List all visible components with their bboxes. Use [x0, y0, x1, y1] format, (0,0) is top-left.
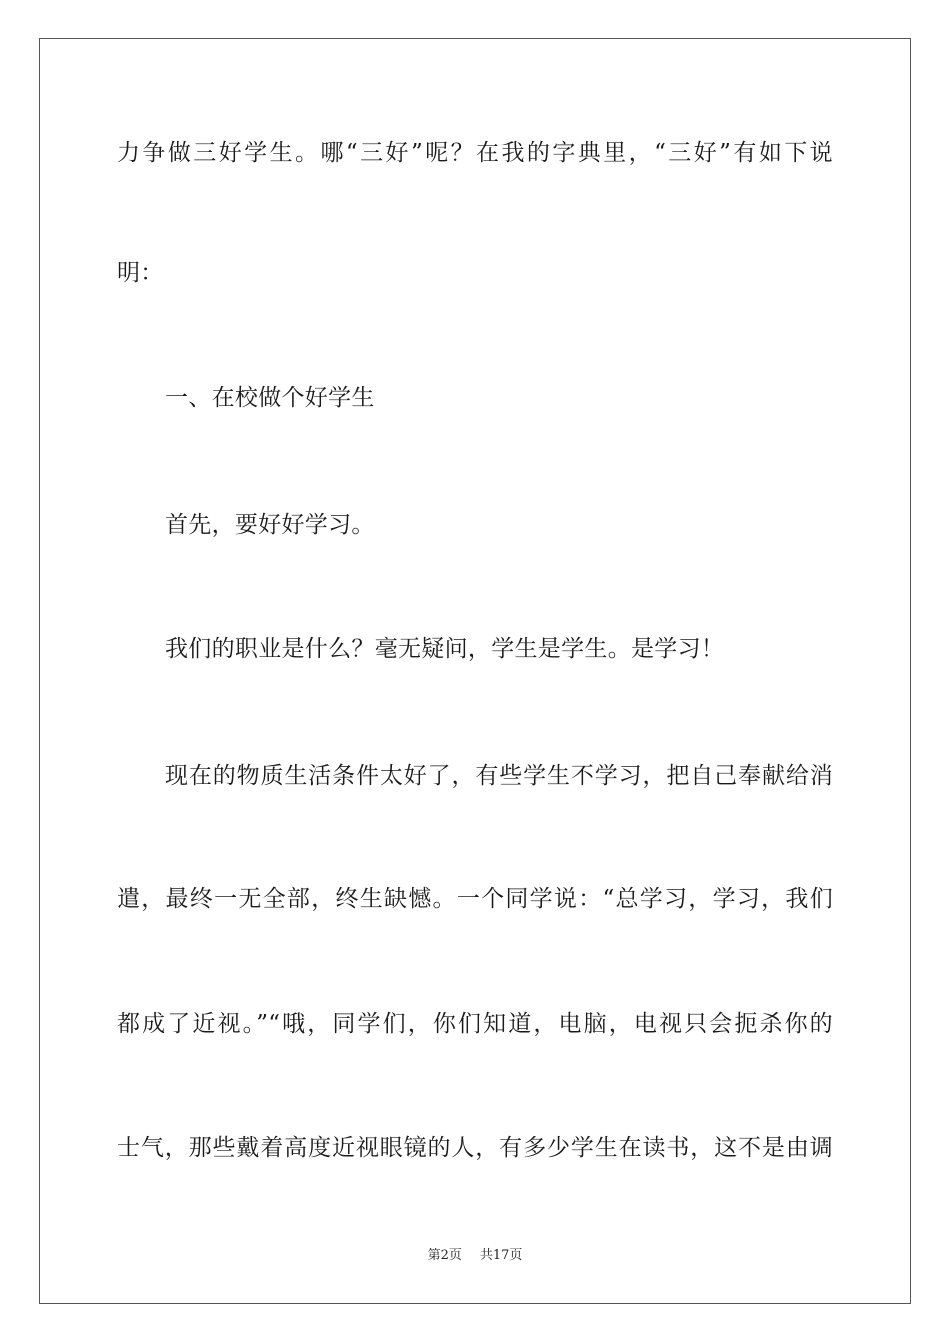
- body-line-2: 明：: [117, 260, 164, 286]
- section-heading: 一、在校做个好学生: [165, 385, 375, 411]
- body-line-7: 遣，最终一无全部，终生缺憾。一个同学说：“总学习，学习，我们: [117, 886, 833, 912]
- body-line-8: 都成了近视。”“哦，同学们，你们知道，电脑，电视只会扼杀你的: [117, 1011, 833, 1037]
- page-number: 第2页: [427, 1248, 462, 1263]
- body-line-4: 首先，要好好学习。: [165, 512, 375, 538]
- body-line-9: 士气，那些戴着高度近视眼镜的人，有多少学生在读书，这不是由调: [117, 1135, 833, 1161]
- body-line-5: 我们的职业是什么？毫无疑问，学生是学生。是学习！: [165, 636, 725, 662]
- page-border: [39, 38, 911, 1304]
- page-total: 共17页: [479, 1248, 523, 1263]
- body-line-1: 力争做三好学生。哪“三好”呢？在我的字典里，“三好”有如下说: [117, 140, 833, 166]
- body-line-6: 现在的物质生活条件太好了，有些学生不学习，把自己奉献给消: [165, 763, 833, 789]
- page-footer: [0, 1247, 950, 1265]
